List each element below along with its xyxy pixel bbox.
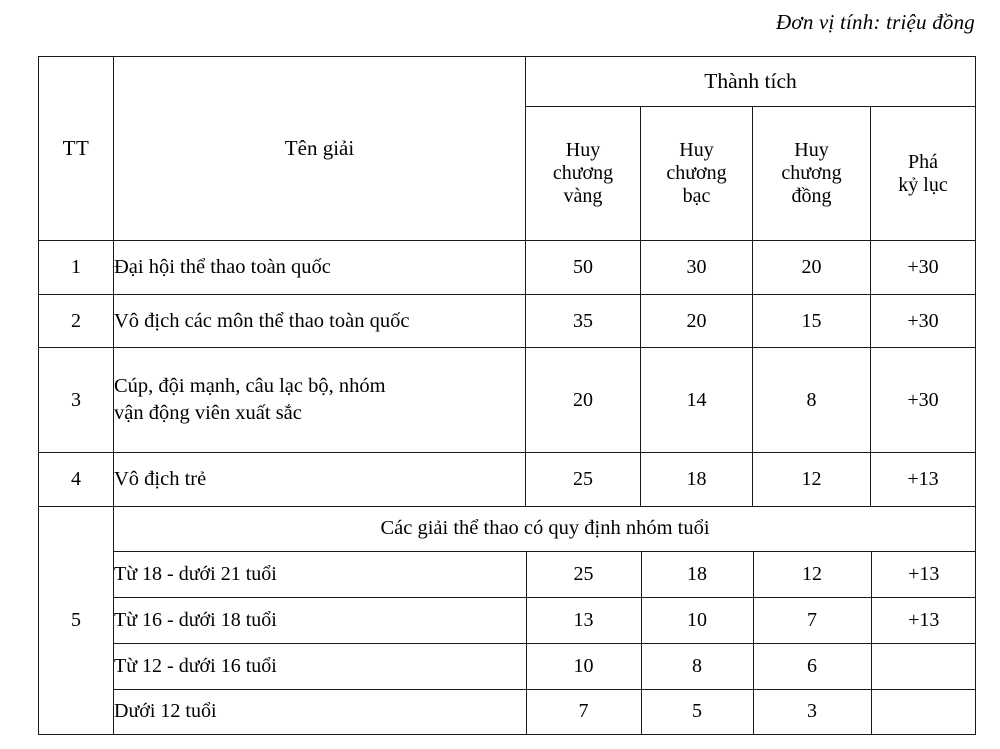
- row-record: +13: [871, 453, 976, 506]
- row-gold: 50: [526, 241, 641, 294]
- subrow-silver: 8: [641, 643, 753, 689]
- header-name: Tên giải: [114, 57, 526, 241]
- header-bronze-line-2: chương: [781, 162, 842, 185]
- subrow-bronze: 3: [753, 689, 871, 734]
- table-subrow: [114, 643, 976, 689]
- header-silver-line-2: chương: [666, 162, 727, 185]
- table-header-row-top: [39, 57, 976, 107]
- age-group-subtable: [114, 507, 976, 734]
- table-row: [39, 348, 976, 453]
- row-index: 3: [39, 348, 114, 453]
- header-bronze-line-3: đồng: [791, 185, 832, 208]
- reward-table: [38, 56, 976, 735]
- row-bronze: 20: [753, 241, 871, 294]
- row-name: Vô địch các môn thể thao toàn quốc: [114, 294, 526, 347]
- row-index: 5: [39, 506, 114, 734]
- age-group-title: Các giải thể thao có quy định nhóm tuổi: [114, 507, 976, 552]
- subrow-name: Từ 16 - dưới 18 tuổi: [114, 597, 526, 643]
- row-bronze: 12: [753, 453, 871, 506]
- header-bronze-medal: [753, 107, 871, 241]
- header-silver-line-1: Huy: [679, 139, 714, 162]
- below-table-partial-text: [180, 739, 820, 749]
- subrow-gold: 25: [526, 551, 641, 597]
- row-gold: 25: [526, 453, 641, 506]
- header-gold-line-2: chương: [552, 162, 614, 185]
- subrow-bronze: 12: [753, 551, 871, 597]
- row-silver: 30: [641, 241, 753, 294]
- table-row: [39, 241, 976, 294]
- age-group-title-row: [114, 507, 976, 552]
- subrow-name: Từ 18 - dưới 21 tuổi: [114, 551, 526, 597]
- table-row: [39, 453, 976, 506]
- row-silver: 18: [641, 453, 753, 506]
- header-record-break: [871, 107, 976, 241]
- subrow-gold: 10: [526, 643, 641, 689]
- subrow-silver: 10: [641, 597, 753, 643]
- subrow-record: [871, 689, 976, 734]
- table-row-group: [39, 506, 976, 734]
- subrow-bronze: 6: [753, 643, 871, 689]
- table-row: [39, 294, 976, 347]
- subrow-record: [871, 643, 976, 689]
- subrow-silver: 5: [641, 689, 753, 734]
- row-silver: 20: [641, 294, 753, 347]
- header-silver-medal: [641, 107, 753, 241]
- table-subrow: [114, 689, 976, 734]
- row-name-line-2: vận động viên xuất sắc: [114, 402, 302, 425]
- header-bronze-line-1: Huy: [794, 139, 829, 162]
- row-index: 2: [39, 294, 114, 347]
- row-record: +30: [871, 348, 976, 453]
- row-bronze: 8: [753, 348, 871, 453]
- header-silver-line-3: bạc: [682, 185, 711, 208]
- row-name: [114, 348, 526, 453]
- header-record-line-1: Phá: [908, 150, 939, 173]
- row-name: Vô địch trẻ: [114, 453, 526, 506]
- row-record: +30: [871, 294, 976, 347]
- row-gold: 20: [526, 348, 641, 453]
- row-bronze: 15: [753, 294, 871, 347]
- table-subrow: [114, 597, 976, 643]
- row-silver: 14: [641, 348, 753, 453]
- header-gold-medal: [526, 107, 641, 241]
- subrow-record: +13: [871, 551, 976, 597]
- reward-table-container: [38, 56, 975, 735]
- age-group-section: [114, 506, 976, 734]
- row-index: 4: [39, 453, 114, 506]
- subrow-name: Dưới 12 tuổi: [114, 689, 526, 734]
- subrow-bronze: 7: [753, 597, 871, 643]
- row-record: +30: [871, 241, 976, 294]
- subrow-name: Từ 12 - dưới 16 tuổi: [114, 643, 526, 689]
- header-achievement-group: Thành tích: [526, 57, 976, 107]
- header-record-line-2: kỷ lục: [898, 173, 948, 196]
- subrow-record: +13: [871, 597, 976, 643]
- subrow-silver: 18: [641, 551, 753, 597]
- subrow-gold: 7: [526, 689, 641, 734]
- header-index: TT: [39, 57, 114, 241]
- unit-of-measure-note: Đơn vị tính: triệu đồng: [776, 10, 975, 34]
- row-index: 1: [39, 241, 114, 294]
- row-name-line-1: Cúp, đội mạnh, câu lạc bộ, nhóm: [114, 375, 386, 398]
- row-name: Đại hội thể thao toàn quốc: [114, 241, 526, 294]
- table-subrow: [114, 551, 976, 597]
- header-gold-line-3: vàng: [563, 185, 603, 208]
- header-gold-line-1: Huy: [565, 139, 601, 162]
- row-gold: 35: [526, 294, 641, 347]
- subrow-gold: 13: [526, 597, 641, 643]
